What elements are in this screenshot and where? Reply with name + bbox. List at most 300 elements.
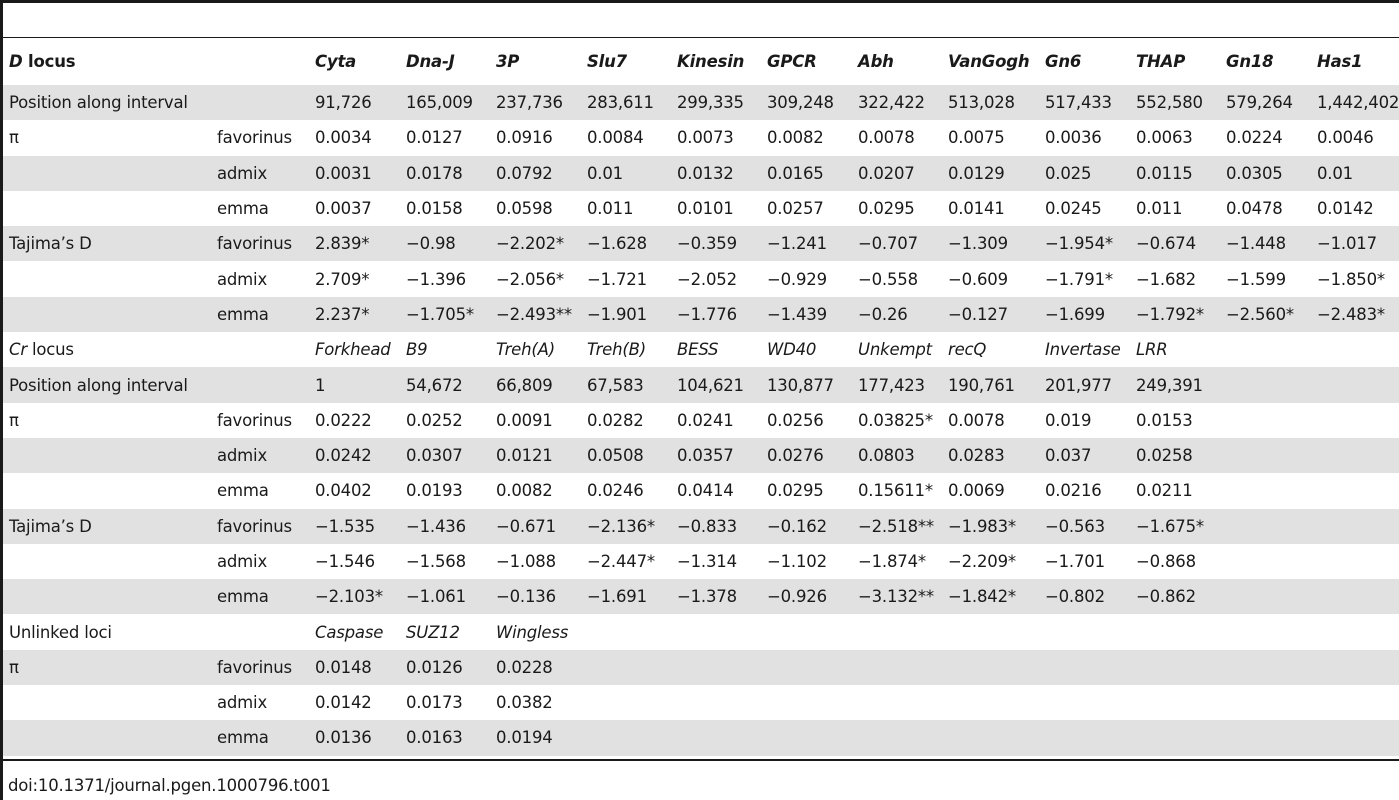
table-cell: −1.628 <box>581 226 671 261</box>
table-cell <box>852 614 942 649</box>
row-subgroup: emma <box>211 297 309 332</box>
table-cell: 0.0414 <box>677 481 734 501</box>
table-cell: 0.0295 <box>767 481 824 501</box>
table-cell <box>942 720 1039 755</box>
table-cell: 579,264 <box>1220 85 1311 120</box>
table-cell: 0.0129 <box>942 156 1039 191</box>
table-cell: −2.136* <box>581 509 671 544</box>
table-cell: −1.017 <box>1311 226 1399 261</box>
table-cell: 0.037 <box>1039 438 1130 473</box>
table-row <box>3 226 1399 261</box>
column-header: VanGogh <box>948 52 1030 71</box>
table-cell <box>1311 720 1399 755</box>
table-cell: Caspase <box>315 622 384 642</box>
table-row <box>3 579 1399 614</box>
column-header: THAP <box>1136 52 1186 71</box>
table-cell: 0.0305 <box>1220 156 1311 191</box>
table-cell: Forkhead <box>315 340 391 360</box>
table-cell: 0.0153 <box>1136 410 1193 430</box>
table-row <box>3 261 1399 296</box>
table-cell <box>1311 473 1399 508</box>
column-header: Slu7 <box>587 52 627 71</box>
table-cell: 0.0241 <box>677 410 734 430</box>
table-cell <box>1311 403 1399 438</box>
row-subgroup: emma <box>211 579 309 614</box>
table-cell: Unkempt <box>858 340 932 360</box>
table-cell <box>1220 650 1311 685</box>
table-cell <box>852 685 942 720</box>
row-label <box>3 156 211 191</box>
table-cell: 0.0222 <box>315 410 372 430</box>
table-cell: −1.061 <box>400 579 490 614</box>
row-subgroup <box>211 367 309 402</box>
table-cell: 177,423 <box>852 367 942 402</box>
table-row <box>3 614 1399 649</box>
table-cell <box>1220 509 1311 544</box>
table-cell: −0.558 <box>858 269 918 289</box>
table-cell: 0.0046 <box>1317 128 1374 148</box>
table-cell <box>1311 650 1399 685</box>
table-cell <box>761 614 852 649</box>
table-cell: 0.0073 <box>677 128 734 148</box>
table-cell: LRR <box>1136 340 1168 360</box>
table-cell: Wingless <box>496 622 569 642</box>
table-cell: 283,611 <box>581 85 671 120</box>
row-label <box>3 579 211 614</box>
table-cell: −0.862 <box>1130 579 1220 614</box>
column-header: Dna-J <box>406 52 455 71</box>
table-cell: 0.0091 <box>496 410 553 430</box>
table-cell: 130,877 <box>761 367 852 402</box>
table-cell: −1.675* <box>1130 509 1220 544</box>
table-cell <box>1311 685 1399 720</box>
table-cell: −1.436 <box>400 509 490 544</box>
table-cell: −2.103* <box>309 579 400 614</box>
table-cell <box>1220 403 1311 438</box>
table-cell: 0.0031 <box>309 156 400 191</box>
table-cell: −2.560* <box>1220 297 1311 332</box>
table-cell: 0.0084 <box>587 128 644 148</box>
table-cell <box>1311 544 1399 579</box>
table-row <box>3 509 1399 544</box>
table-cell: −1.850* <box>1317 269 1385 289</box>
table-cell: −1.983* <box>942 509 1039 544</box>
row-label: Unlinked loci <box>9 622 112 642</box>
table-cell: Treh(A) <box>496 340 555 360</box>
table-cell <box>1220 438 1311 473</box>
table-cell: 0.0207 <box>852 156 942 191</box>
table-cell: 0.019 <box>1045 410 1092 430</box>
table-cell: 0.0258 <box>1130 438 1220 473</box>
table-cell: 0.03825* <box>858 410 933 430</box>
table-cell <box>1220 473 1311 508</box>
table-cell: −1.842* <box>942 579 1039 614</box>
table-cell: 0.0075 <box>948 128 1005 148</box>
table-cell: −0.162 <box>761 509 852 544</box>
table-cell <box>761 650 852 685</box>
table-cell <box>1220 367 1311 402</box>
doi-footer: doi:10.1371/journal.pgen.1000796.t001 <box>8 776 331 795</box>
column-header: Cyta <box>315 52 357 71</box>
table-cell: −0.563 <box>1039 509 1130 544</box>
table-cell: 0.0193 <box>406 481 463 501</box>
table-row <box>3 332 1399 367</box>
table-cell: −0.26 <box>852 297 942 332</box>
row-label: π <box>3 650 211 685</box>
table-cell: −2.202* <box>490 226 581 261</box>
table-cell: Treh(B) <box>587 340 646 360</box>
table-cell: 0.0307 <box>400 438 490 473</box>
table-cell: SUZ12 <box>406 622 460 642</box>
table-cell: 0.0078 <box>948 410 1005 430</box>
table-row <box>3 367 1399 402</box>
table-cell: −2.056* <box>496 269 564 289</box>
table-cell: −1.546 <box>315 552 375 571</box>
table-cell: 299,335 <box>671 85 761 120</box>
row-subgroup: favorinus <box>211 650 309 685</box>
table-cell: −0.671 <box>490 509 581 544</box>
table-cell: −2.518** <box>852 509 942 544</box>
table-cell: 91,726 <box>309 85 400 120</box>
table-cell: 0.15611* <box>858 481 933 501</box>
table-cell: 0.0357 <box>671 438 761 473</box>
table-cell <box>1220 614 1311 649</box>
table-cell <box>1311 438 1399 473</box>
row-label: Position along interval <box>3 85 211 120</box>
table-cell: 513,028 <box>942 85 1039 120</box>
table-cell: −1.699 <box>1039 297 1130 332</box>
table-cell: 552,580 <box>1130 85 1220 120</box>
table-cell <box>1039 650 1130 685</box>
table-cell <box>1130 650 1220 685</box>
table-cell: −2.483* <box>1311 297 1399 332</box>
table-cell: −3.132** <box>852 579 942 614</box>
table-cell: 0.0127 <box>406 128 463 148</box>
table-cell: 1 <box>309 367 400 402</box>
table-cell: −0.802 <box>1039 579 1130 614</box>
table-row <box>3 191 1399 226</box>
row-label: Tajima’s D <box>3 509 211 544</box>
table-cell: 0.011 <box>1136 199 1183 219</box>
table-cell: −1.721 <box>587 269 647 289</box>
table-cell: −1.701 <box>1045 552 1105 571</box>
table-cell: 0.0508 <box>581 438 671 473</box>
table-cell: −0.926 <box>761 579 852 614</box>
table-cell: 0.0282 <box>587 410 644 430</box>
table-cell: recQ <box>948 340 987 360</box>
table-cell: 2.839* <box>309 226 400 261</box>
row-subgroup: favorinus <box>211 226 309 261</box>
table-cell <box>671 720 761 755</box>
table-cell: 0.0295 <box>858 199 915 219</box>
table-cell: 0.0256 <box>767 410 824 430</box>
table-body <box>3 85 1399 756</box>
table-cell: 0.0132 <box>671 156 761 191</box>
row-label <box>3 544 211 579</box>
locus-header: D locus <box>9 52 76 71</box>
row-subgroup: admix <box>211 156 309 191</box>
table-cell: 0.0194 <box>490 720 581 755</box>
table-cell: 0.0382 <box>496 693 553 713</box>
table-cell <box>942 614 1039 649</box>
table-cell: 2.237* <box>309 297 400 332</box>
table-row <box>3 438 1399 473</box>
table-cell: 0.0115 <box>1130 156 1220 191</box>
table-cell <box>852 650 942 685</box>
table-cell: −1.874* <box>858 552 926 571</box>
row-subgroup: emma <box>211 720 309 755</box>
table-cell: −1.791* <box>1045 269 1113 289</box>
column-header: Kinesin <box>677 52 745 71</box>
table-cell <box>581 720 671 755</box>
table-cell: 0.0142 <box>315 693 372 713</box>
table-cell: −1.901 <box>581 297 671 332</box>
table-cell: −2.209* <box>948 552 1016 571</box>
table-row <box>3 650 1399 685</box>
table-row <box>3 156 1399 191</box>
table-cell: −1.568 <box>406 552 466 571</box>
row-label <box>3 720 211 755</box>
table-cell: 0.0276 <box>761 438 852 473</box>
table-cell <box>852 720 942 755</box>
table-cell: −1.396 <box>406 269 466 289</box>
row-label <box>3 685 211 720</box>
table-cell: 2.709* <box>315 269 370 289</box>
table-cell: 0.0163 <box>400 720 490 755</box>
table-cell: 0.0148 <box>309 650 400 685</box>
row-label: Cr locus <box>9 340 74 360</box>
table-cell <box>671 685 761 720</box>
table-cell: 67,583 <box>581 367 671 402</box>
row-subgroup: emma <box>217 199 269 219</box>
table-cell <box>1311 579 1399 614</box>
row-label <box>3 297 211 332</box>
table-cell: −1.088 <box>496 552 556 571</box>
table-cell: 0.0916 <box>496 128 553 148</box>
table-cell: 0.0136 <box>309 720 400 755</box>
table-cell: 322,422 <box>852 85 942 120</box>
table-cell: −0.929 <box>767 269 827 289</box>
table-cell: 0.0082 <box>767 128 824 148</box>
table-cell: −1.682 <box>1136 269 1196 289</box>
table-cell: −2.052 <box>677 269 737 289</box>
table-cell: B9 <box>406 340 428 360</box>
table-cell <box>581 685 671 720</box>
column-header: Abh <box>858 52 894 71</box>
table-cell: 0.0141 <box>948 199 1005 219</box>
table-cell: 1,442,402 <box>1311 85 1399 120</box>
table-cell: 0.0224 <box>1226 128 1283 148</box>
table-cell <box>1130 685 1220 720</box>
table-cell: 0.0037 <box>315 199 372 219</box>
row-subgroup: admix <box>217 552 268 571</box>
table-cell <box>1130 614 1220 649</box>
table-cell: 0.0211 <box>1136 481 1193 501</box>
table-cell <box>1039 614 1130 649</box>
table-cell: −1.535 <box>309 509 400 544</box>
table-cell <box>581 650 671 685</box>
table-cell: Invertase <box>1045 340 1121 360</box>
table-cell: −1.102 <box>767 552 827 571</box>
row-label <box>3 261 211 296</box>
table-cell <box>1220 544 1311 579</box>
table-cell: 0.0257 <box>767 199 824 219</box>
table-cell: −0.359 <box>671 226 761 261</box>
row-label <box>3 473 211 508</box>
table-cell <box>671 614 761 649</box>
table-cell: 66,809 <box>490 367 581 402</box>
column-header: Gn18 <box>1226 52 1274 71</box>
table-cell <box>1311 332 1399 367</box>
header-row <box>3 38 1399 85</box>
table-cell: 309,248 <box>761 85 852 120</box>
subgroup-header <box>211 38 309 85</box>
table-cell: −1.705* <box>400 297 490 332</box>
table-cell: 0.0803 <box>852 438 942 473</box>
table-cell: 0.01 <box>1311 156 1399 191</box>
table-cell: 249,391 <box>1130 367 1220 402</box>
table-cell: −0.127 <box>942 297 1039 332</box>
table-cell: 0.0126 <box>400 650 490 685</box>
row-subgroup: admix <box>211 438 309 473</box>
table-cell: 0.0792 <box>490 156 581 191</box>
table-cell <box>1039 685 1130 720</box>
table-cell: 0.0101 <box>677 199 734 219</box>
table-row <box>3 544 1399 579</box>
table-cell: 0.0402 <box>315 481 372 501</box>
table-cell: −1.439 <box>761 297 852 332</box>
table-cell: 237,736 <box>490 85 581 120</box>
table-row <box>3 85 1399 120</box>
column-header: Gn6 <box>1045 52 1082 71</box>
table-cell <box>581 614 671 649</box>
row-label: Tajima’s D <box>3 226 211 261</box>
table-row <box>3 685 1399 720</box>
table-cell: −2.447* <box>587 552 655 571</box>
table-cell <box>942 650 1039 685</box>
table-cell <box>761 685 852 720</box>
table-cell: 0.0228 <box>490 650 581 685</box>
table-cell: 0.0216 <box>1045 481 1102 501</box>
table-cell <box>1220 579 1311 614</box>
table-cell: −1.776 <box>671 297 761 332</box>
table-cell <box>761 720 852 755</box>
table-cell: 201,977 <box>1039 367 1130 402</box>
table-cell: 0.0245 <box>1045 199 1102 219</box>
table-cell: 517,433 <box>1039 85 1130 120</box>
table-cell: 0.0034 <box>315 128 372 148</box>
table-cell <box>942 685 1039 720</box>
table-cell <box>1311 509 1399 544</box>
table-cell: −1.241 <box>761 226 852 261</box>
table-cell: 0.0082 <box>496 481 553 501</box>
table-cell: 0.0158 <box>406 199 463 219</box>
table-cell: WD40 <box>767 340 817 360</box>
table-cell: −1.314 <box>677 552 737 571</box>
data-table <box>3 38 1399 756</box>
row-subgroup: favorinus <box>211 509 309 544</box>
table-cell: 0.0069 <box>948 481 1005 501</box>
row-label: π <box>9 128 19 148</box>
row-label <box>3 191 211 226</box>
row-label <box>3 438 211 473</box>
table-cell: 165,009 <box>400 85 490 120</box>
row-subgroup: admix <box>217 693 268 713</box>
table-cell: 190,761 <box>942 367 1039 402</box>
table-cell <box>1130 720 1220 755</box>
table-cell: 0.011 <box>587 199 634 219</box>
table-cell: −1.448 <box>1220 226 1311 261</box>
table-cell: 0.0121 <box>490 438 581 473</box>
table-cell: −1.599 <box>1226 269 1286 289</box>
table-cell: −1.378 <box>671 579 761 614</box>
table-cell: 0.0478 <box>1226 199 1283 219</box>
table-cell <box>1220 685 1311 720</box>
table-cell: 0.0242 <box>309 438 400 473</box>
table-cell <box>671 650 761 685</box>
row-label: Position along interval <box>3 367 211 402</box>
table-row <box>3 473 1399 508</box>
table-cell: 0.0283 <box>942 438 1039 473</box>
table-cell: −1.309 <box>942 226 1039 261</box>
table-cell <box>1220 332 1311 367</box>
table-cell: 54,672 <box>400 367 490 402</box>
table-cell: 0.0178 <box>400 156 490 191</box>
column-header: Has1 <box>1317 52 1363 71</box>
row-subgroup: favorinus <box>217 410 292 430</box>
table-cell: −0.707 <box>852 226 942 261</box>
row-subgroup: admix <box>217 269 268 289</box>
table-cell: −0.98 <box>400 226 490 261</box>
table-cell: −1.691 <box>581 579 671 614</box>
table-cell: 0.0142 <box>1317 199 1374 219</box>
table-cell: 0.0252 <box>406 410 463 430</box>
table-row <box>3 720 1399 755</box>
table-cell: 0.0063 <box>1136 128 1193 148</box>
table-cell: 104,621 <box>671 367 761 402</box>
table-row <box>3 120 1399 155</box>
row-subgroup: favorinus <box>217 128 292 148</box>
table-cell: −0.833 <box>671 509 761 544</box>
table-row <box>3 297 1399 332</box>
row-subgroup <box>211 332 309 367</box>
table-row <box>3 403 1399 438</box>
table-cell <box>1311 614 1399 649</box>
table-cell: BESS <box>677 340 719 360</box>
table-cell: −0.674 <box>1130 226 1220 261</box>
column-header: GPCR <box>767 52 817 71</box>
table-cell: −1.954* <box>1039 226 1130 261</box>
table-cell: 0.0173 <box>406 693 463 713</box>
table-cell: 0.0165 <box>761 156 852 191</box>
column-header: 3P <box>496 52 520 71</box>
table-cell <box>1311 367 1399 402</box>
table-cell: −1.792* <box>1130 297 1220 332</box>
row-subgroup <box>211 614 309 649</box>
table-cell: 0.0036 <box>1045 128 1102 148</box>
table-cell: 0.0598 <box>496 199 553 219</box>
table-cell: 0.0246 <box>587 481 644 501</box>
table-cell: 0.0078 <box>858 128 915 148</box>
table-cell: 0.01 <box>581 156 671 191</box>
table-cell <box>1039 720 1130 755</box>
table-cell: 0.025 <box>1039 156 1130 191</box>
row-subgroup: emma <box>217 481 269 501</box>
table-cell: −0.868 <box>1136 552 1196 571</box>
row-subgroup <box>211 85 309 120</box>
table-bottom-rule <box>3 759 1399 761</box>
table-cell: −2.493** <box>490 297 581 332</box>
